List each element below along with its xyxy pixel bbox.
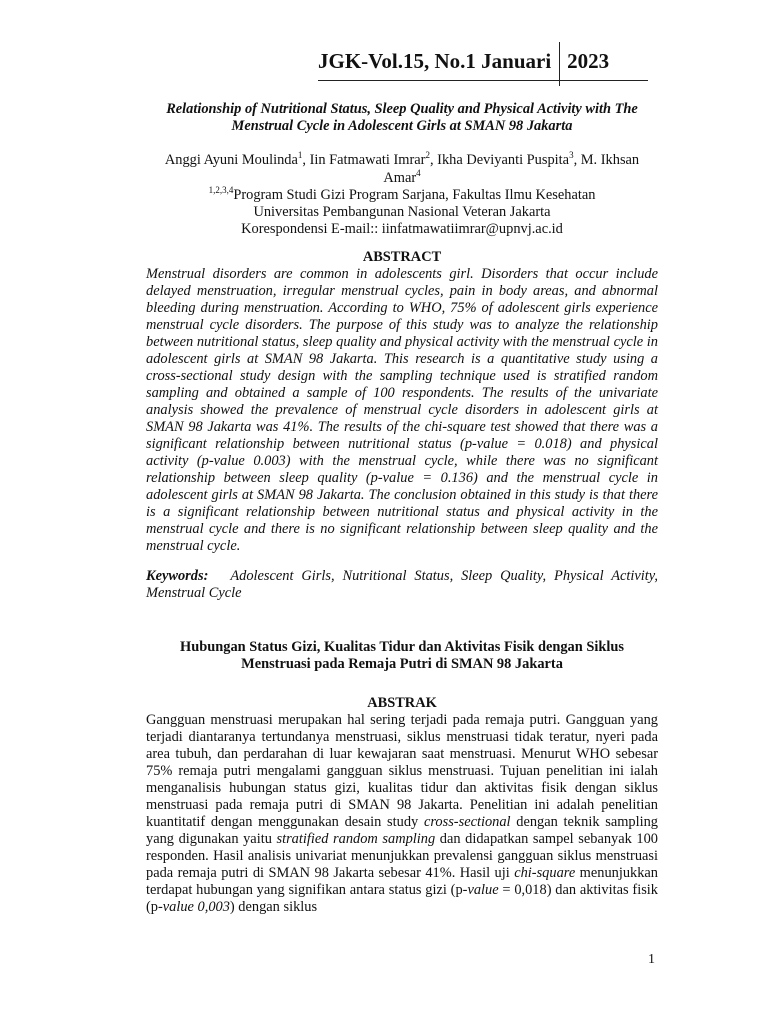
affiliation-line-1: $^{1,2,3,4}$Program Studi Gizi Program Sarjana, Fakultas Ilmu Kesehatan <box>208 185 596 203</box>
keywords-label: Keywords: <box>146 568 209 584</box>
author-list: Anggi Ayuni Moulinda$^1$, Iin Fatmawati Imrar$^2$, Ikha Deviyanti Puspita$^3$, M. Ikhsan Amar$^4$ <box>164 150 640 186</box>
author-name: Iin Fatmawati Imrar <box>309 152 426 168</box>
keywords <box>146 568 658 602</box>
affiliation-line-2: Universitas Pembangunan Nasional Veteran Jakarta <box>253 204 551 220</box>
author-affiliation-mark: 1 <box>297 150 303 161</box>
page-content <box>146 101 658 916</box>
abstract-heading: ABSTRACT <box>362 249 442 265</box>
correspondence-email: Korespondensi E-mail:: iinfatmawatiimrar@upnvj.ac.id <box>241 221 563 237</box>
author-affiliation-mark: 3 <box>569 150 574 161</box>
abstrak-heading: ABSTRAK <box>367 695 437 711</box>
abstract-indonesian: Gangguan menstruasi merupakan hal sering terjadi pada remaja putri. Gangguan yang terjadi diantaranya tertundanya menstruasi, siklus menstruasi tidak teratur, nyeri pada area tubuh, dan perdarahan di luar kewajaran saat menstruasi. Menurut WHO sebesar 75% remaja putri mengalami gangguan siklus menstruasi. Tujuan penelitian ini ialah menganalisis hubungan status gizi, kualitas tidur dan aktivitas fisik dengan siklus menstruasi pada remaja putri di SMAN 98 Jakarta. Penelitian ini adalah penelitian kuantitatif dengan menggunakan desain study cross-sectional dengan teknik sampling yang digunakan yaitu stratified random sampling dan didapatkan sampel sebanyak 100 responden. Hasil analisis univariat menunjukkan prevalensi gangguan siklus menstruasi pada remaja putri di SMAN 98 Jakarta sebesar 41%. Hasil uji chi-square menunjukkan terdapat hubungan yang signifikan antara status gizi (p-value = 0,018) dan aktivitas fisik (p-value 0,003) dengan siklus <box>146 712 658 915</box>
affiliation-marks: 1,2,3,4 <box>208 185 234 196</box>
keywords-text: Adolescent Girls, Nutritional Status, Sleep Quality, Physical Activity, Menstrual Cycle <box>146 568 658 601</box>
author-affiliation-mark: 2 <box>425 150 430 161</box>
author-name: M. Ikhsan Amar <box>383 152 640 186</box>
paper-title-english: Relationship of Nutritional Status, Sleep Quality and Physical Activity with The Menstrual Cycle in Adolescent Girls at SMAN 98 Jakarta <box>166 101 638 134</box>
paper-title-indonesian: Hubungan Status Gizi, Kualitas Tidur dan Aktivitas Fisik dengan Siklus Menstruasi pada Remaja Putri di SMAN 98 Jakarta <box>180 639 624 672</box>
journal-year: 2023 <box>567 49 610 73</box>
author-name: Ikha Deviyanti Puspita <box>437 152 570 168</box>
author-name: Anggi Ayuni Moulinda <box>164 152 298 168</box>
abstract-english: Menstrual disorders are common in adolescents girl. Disorders that occur include delayed menstruation, irregular menstrual cycles, pain in body areas, and abnormal bleeding during menstruation. According to WHO, 75% of adolescent girls experience menstrual cycle disorders. The purpose of this study was to analyze the relationship between nutritional status, sleep quality and physical activity with the menstrual cycle in adolescent girls at SMAN 98 Jakarta. This research is a quantitative study using a cross-sectional study design with the sampling technique used is stratified random sampling and obtained a sample of 100 respondents. The results of the univariate analysis showed the prevalence of menstrual cycle disorders in adolescent girls at SMAN 98 Jakarta was 41%. The results of the chi-square test showed that there was a significant relationship between nutritional status (p-value = 0.018) and physical activity (p-value 0.003) with the menstrual cycle, while there was no significant relationship between sleep quality (p-value = 0.136) and the menstrual cycle in adolescent girls at SMAN 98 Jakarta. The conclusion obtained in this study is that there is a significant relationship between nutritional status and physical activity in the menstrual cycle and there is no significant relationship between sleep quality and the menstrual cycle. <box>146 266 658 554</box>
journal-name: JGK-Vol.15, No.1 Januari <box>318 49 552 73</box>
page-number: 1 <box>648 952 655 967</box>
author-affiliation-mark: 4 <box>416 168 421 179</box>
header-rule <box>318 80 648 81</box>
